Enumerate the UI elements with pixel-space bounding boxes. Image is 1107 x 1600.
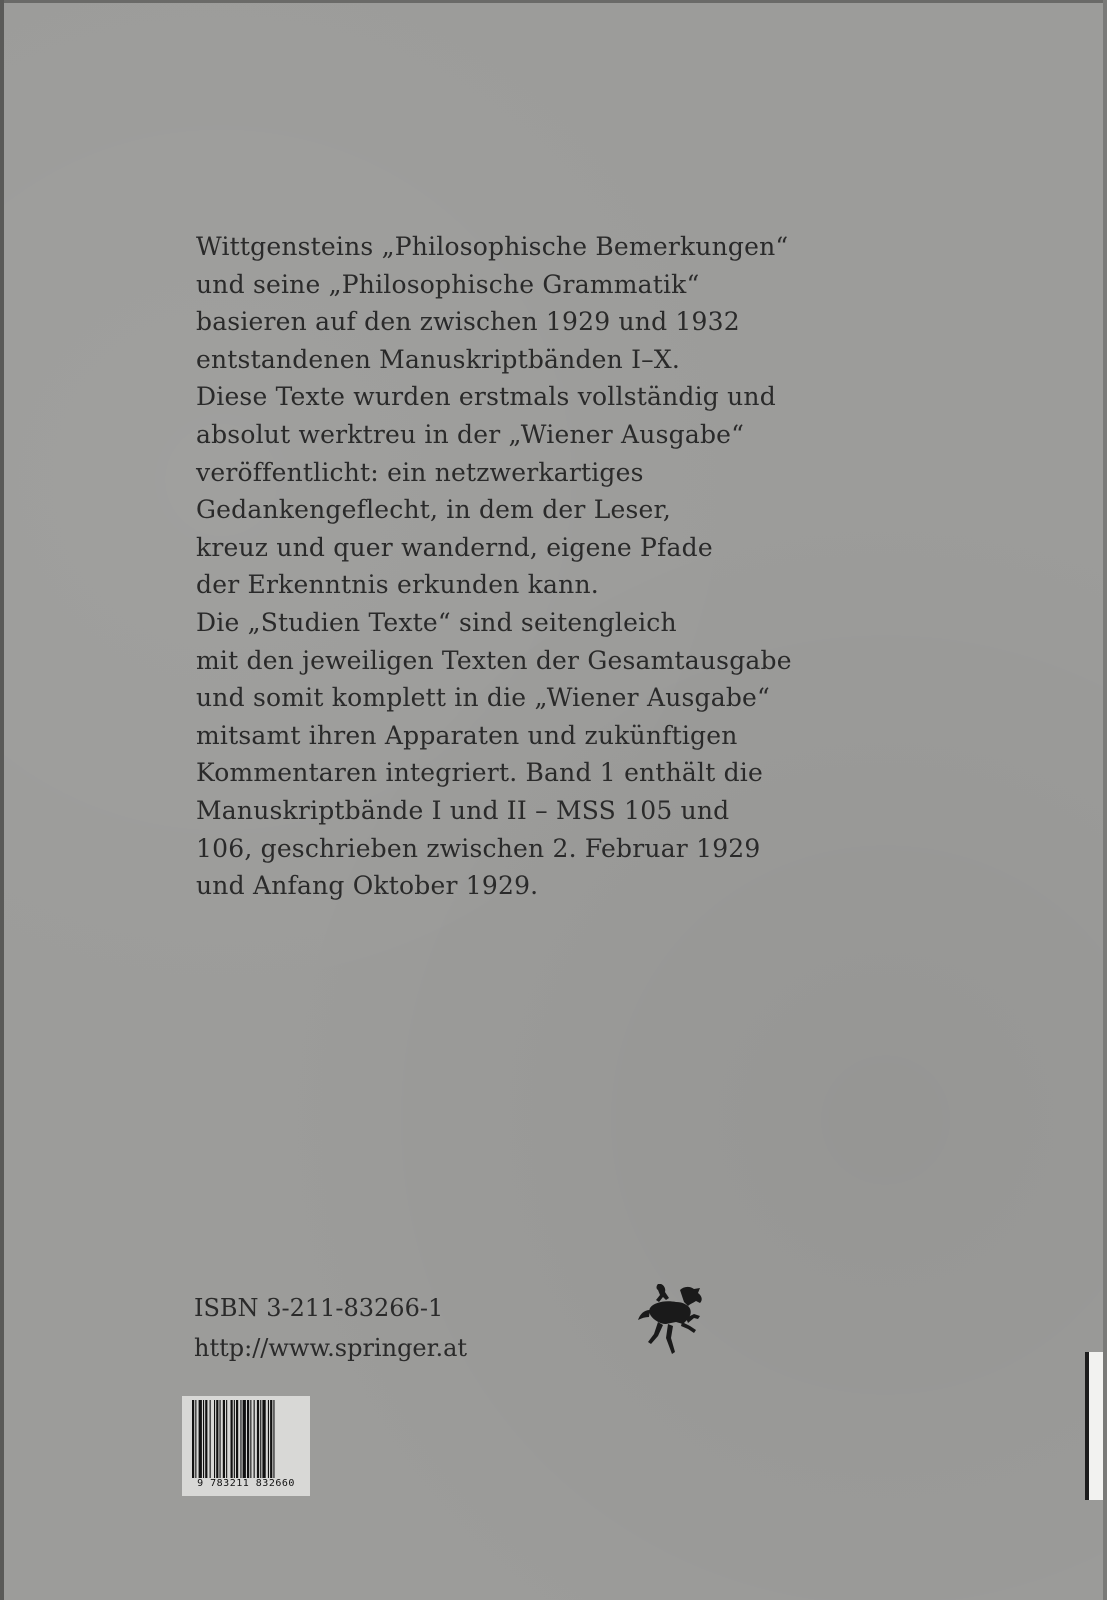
cover-left-edge [0,0,4,1600]
blurb-line: absolut werktreu in der „Wiener Ausgabe“ [196,419,745,449]
barcode-bar [220,1400,221,1478]
blurb-line: mit den jeweiligen Texten der Gesamtausgabe [196,645,792,675]
blurb-line: basieren auf den zwischen 1929 und 1932 [196,307,740,337]
barcode-bar [199,1400,202,1478]
blurb-line: und seine „Philosophische Grammatik“ [196,269,700,299]
barcode-bar [214,1400,215,1478]
barcode-bar [268,1400,269,1478]
isbn-number: ISBN 3-211-83266-1 [194,1294,444,1322]
barcode-bar [247,1400,249,1478]
blurb-line: Manuskriptbände I und II – MSS 105 und [196,795,730,825]
blurb-line: Kommentaren integriert. Band 1 enthält die [196,758,763,788]
barcode-bar [226,1400,227,1478]
barcode-bar [203,1400,204,1478]
cover-top-edge [0,0,1107,3]
blurb-line: Wittgensteins „Philosophische Bemerkungen“ [196,232,789,261]
blurb-line: Diese Texte wurden erstmals vollständig und [196,382,776,412]
springer-horse-icon [636,1280,708,1360]
barcode-bar [192,1400,194,1478]
publisher-url[interactable]: http://www.springer.at [194,1334,468,1362]
barcode-bar [234,1400,235,1478]
blurb-line: 106, geschrieben zwischen 2. Februar 1929 [196,833,761,863]
barcode-bar [243,1400,246,1478]
barcode-bar [254,1400,255,1478]
barcode-bar [195,1400,196,1478]
blurb-line: veröffentlicht: ein netzwerkartiges [196,457,644,487]
blurb-line: mitsamt ihren Apparaten und zukünftigen [196,720,738,750]
barcode-bar [250,1400,251,1478]
blurb-text [196,228,792,905]
blurb-line: Die „Studien Texte“ sind seitengleich [196,607,677,637]
barcode-bar [223,1400,225,1478]
blurb-line: der Erkenntnis erkunden kann. [196,570,599,600]
blurb-line: und Anfang Oktober 1929. [196,871,539,901]
blurb-line: kreuz und quer wandernd, eigene Pfade [196,532,713,562]
barcode-bar [210,1400,211,1478]
barcode-bar [262,1400,265,1478]
barcode-bar [270,1400,272,1478]
barcode-bars [192,1400,302,1478]
blurb-line: entstandenen Manuskriptbänden I–X. [196,344,681,374]
barcode-bar [231,1400,233,1478]
barcode-bar [236,1400,238,1478]
barcode-bar [257,1400,259,1478]
spine-edge-tab [1085,1352,1103,1500]
barcode-bar [260,1400,261,1478]
isbn-barcode [182,1396,310,1496]
barcode-bar [216,1400,218,1478]
isbn-block [194,1288,467,1368]
barcode-bar [240,1400,241,1478]
barcode-bar [205,1400,207,1478]
blurb-line: Gedankengeflecht, in dem der Leser, [196,495,672,525]
barcode-digits: 9 783211 832660 [197,1478,295,1489]
cover-right-edge [1103,0,1107,1600]
barcode-bar [273,1400,274,1478]
blurb-line: und somit komplett in die „Wiener Ausgabe“ [196,683,771,713]
